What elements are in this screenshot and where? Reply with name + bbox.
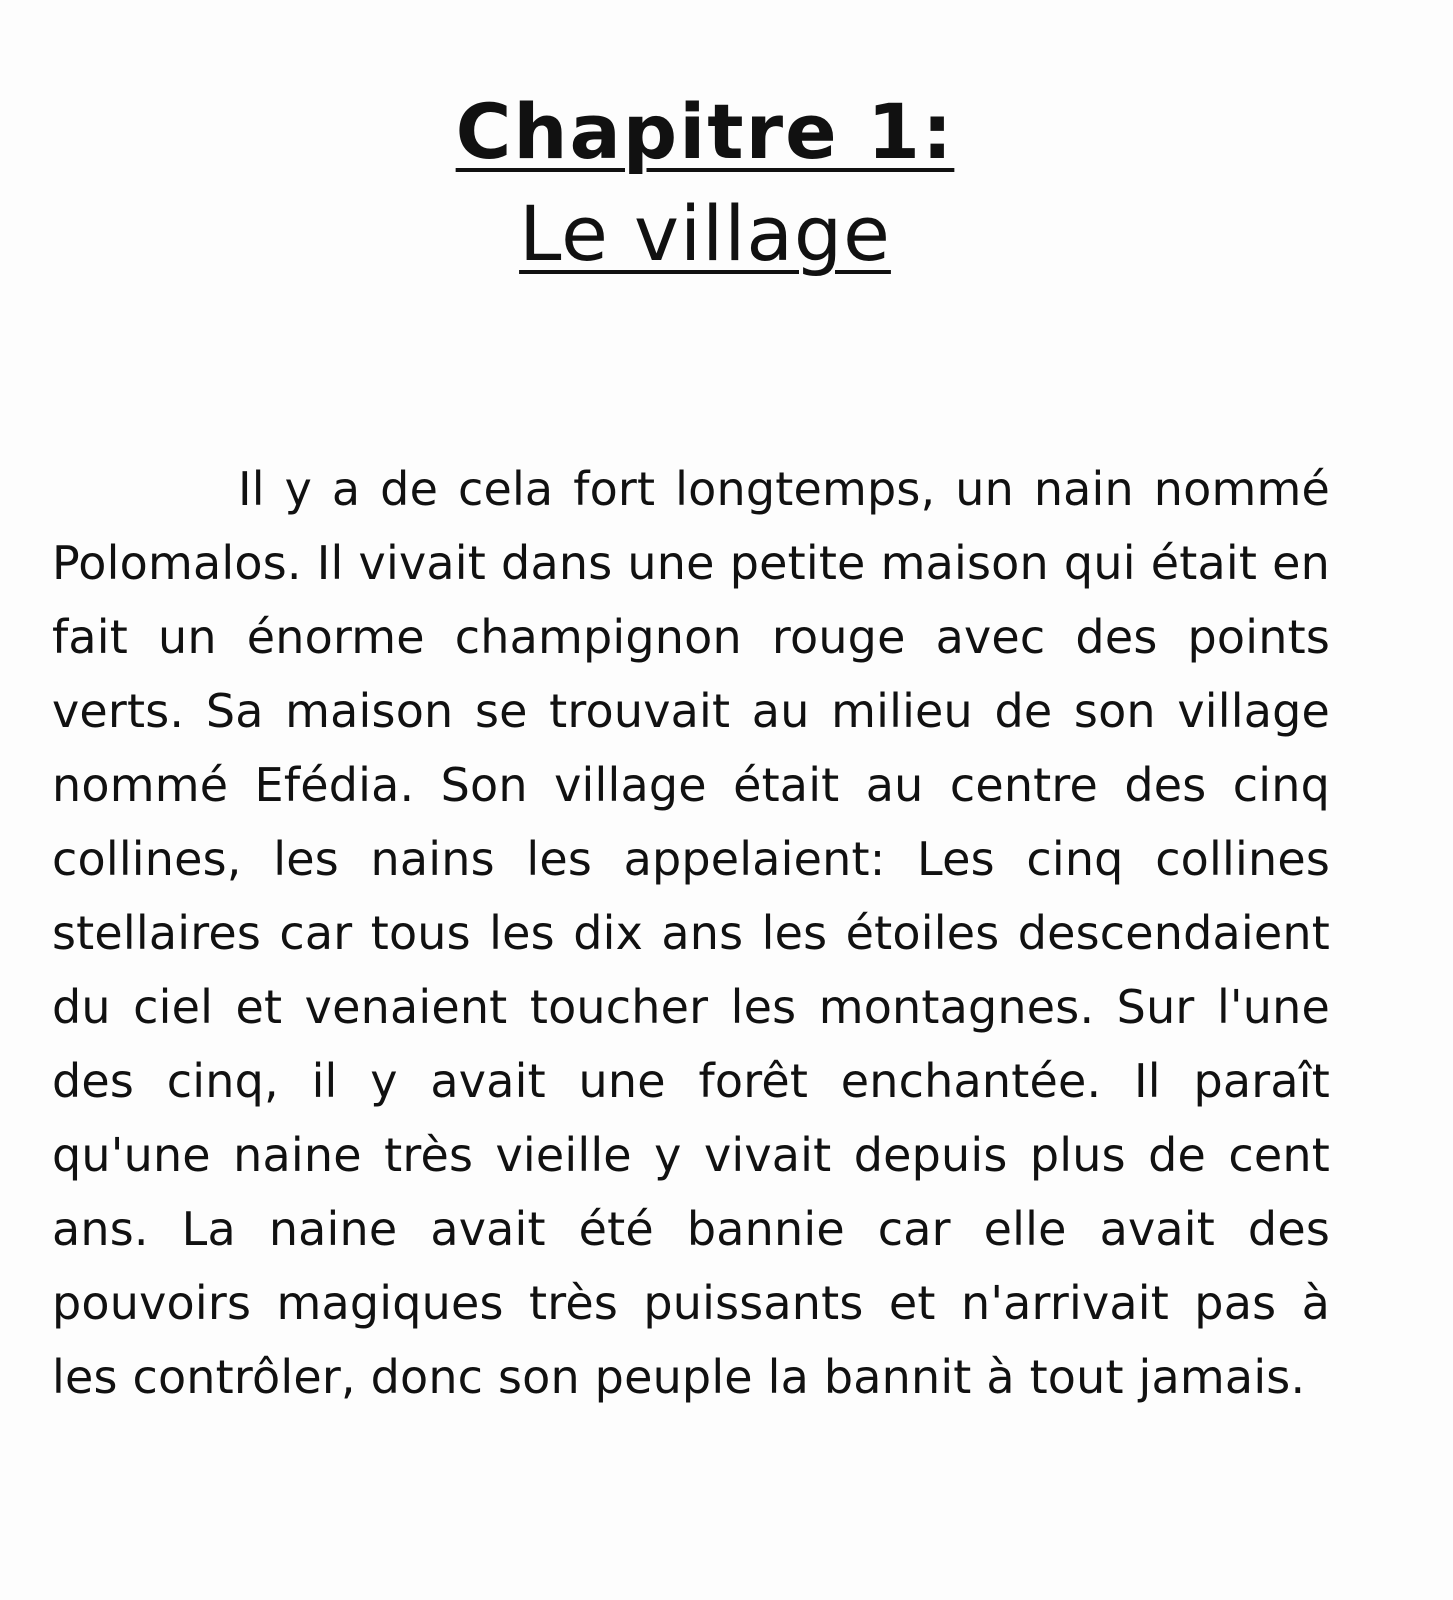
story-paragraph: Il y a de cela fort longtemps, un nain nommé Polomalos. Il vivait dans une petite maison qui était en fait un énorme champignon rouge avec des points verts. Sa maison se trouvait au milieu de son village nommé Efédia. Son village était au centre des cinq collines, les nains les appelaient: Les cinq collines stellaires car tous les dix ans les étoiles descendaient du ciel et venaient toucher les montagnes. Sur l'une des cinq, il y avait une forêt enchantée. Il paraît qu'une naine très vieille y vivait depuis plus de cent ans. La naine avait été bannie car elle avait des pouvoirs magiques très puissants et n'arrivait pas à les contrôler, donc son peuple la bannit à tout jamais. [52,462,1330,1404]
chapter-subtitle: Le village [519,188,891,278]
chapter-title: Chapitre 1: [455,87,955,176]
title-block [0,87,1410,278]
